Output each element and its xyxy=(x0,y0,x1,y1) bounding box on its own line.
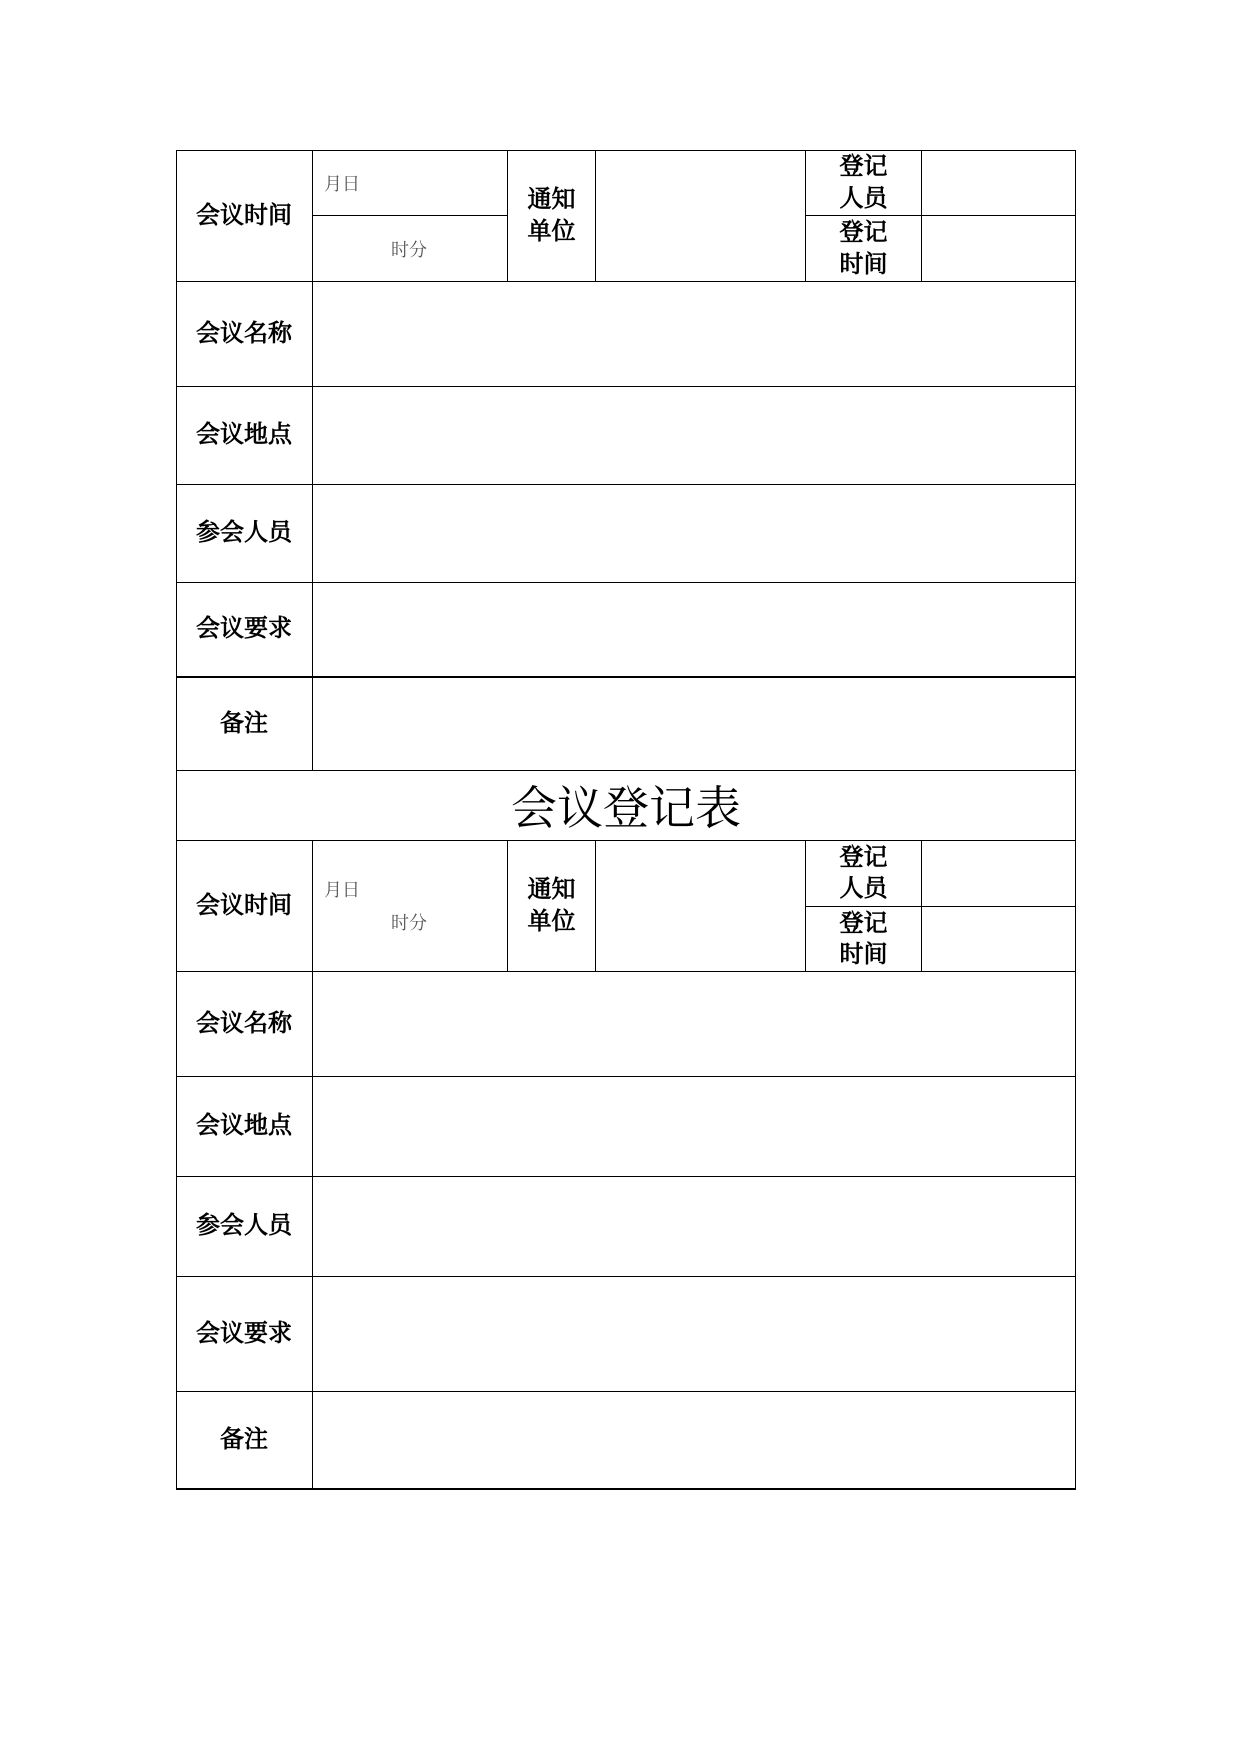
meeting-time-field[interactable] xyxy=(313,841,507,971)
remarks-label: 备注 xyxy=(220,709,268,738)
meeting-place-label: 会议地点 xyxy=(196,420,292,449)
register-time-label xyxy=(806,907,921,971)
month-day-placeholder: 月日 xyxy=(324,880,360,901)
hour-minute-placeholder: 时分 xyxy=(391,240,427,261)
requirements-label: 会议要求 xyxy=(196,1318,292,1347)
meeting-time-label: 会议时间 xyxy=(196,890,292,919)
registrar-label-line2: 人员 xyxy=(839,874,888,902)
register-time-label-line1: 登记 xyxy=(839,218,888,247)
register-time-field[interactable] xyxy=(922,907,1075,971)
meeting-name-label: 会议名称 xyxy=(196,1008,292,1037)
register-time-label-line2: 时间 xyxy=(839,940,888,968)
month-day-placeholder: 月日 xyxy=(324,174,360,195)
meeting-place-field[interactable] xyxy=(313,387,1075,484)
requirements-field[interactable] xyxy=(313,583,1075,676)
notify-unit-label xyxy=(508,840,595,971)
remarks-label: 备注 xyxy=(220,1424,268,1453)
registrar-label xyxy=(806,840,921,906)
notify-unit-label-line1: 通知 xyxy=(527,185,576,214)
register-time-field[interactable] xyxy=(922,216,1075,281)
meeting-place-label: 会议地点 xyxy=(196,1111,292,1140)
attendees-field[interactable] xyxy=(313,485,1075,582)
notify-unit-field[interactable] xyxy=(596,841,805,971)
requirements-label: 会议要求 xyxy=(196,614,292,643)
requirements-field[interactable] xyxy=(313,1277,1075,1391)
notify-unit-label-line2: 单位 xyxy=(527,906,576,935)
meeting-time-label: 会议时间 xyxy=(196,200,292,229)
notify-unit-label xyxy=(508,150,595,281)
registrar-field[interactable] xyxy=(922,150,1075,215)
registrar-label-line1: 登记 xyxy=(839,152,888,181)
register-time-label-line2: 时间 xyxy=(839,249,888,278)
meeting-name-field[interactable] xyxy=(313,282,1075,386)
registrar-label-line1: 登记 xyxy=(839,842,888,871)
meeting-time-field[interactable] xyxy=(313,150,507,281)
meeting-name-field[interactable] xyxy=(313,972,1075,1076)
register-time-label-line1: 登记 xyxy=(839,908,888,937)
attendees-label: 参会人员 xyxy=(196,518,292,547)
meeting-name-label: 会议名称 xyxy=(196,318,292,347)
remarks-field[interactable] xyxy=(313,1392,1075,1488)
notify-unit-label-line1: 通知 xyxy=(527,875,576,904)
attendees-field[interactable] xyxy=(313,1177,1075,1276)
registrar-field[interactable] xyxy=(922,841,1075,906)
hour-minute-placeholder: 时分 xyxy=(391,913,427,934)
registrar-label-line2: 人员 xyxy=(839,183,888,212)
border-bottom xyxy=(176,1488,1076,1490)
attendees-label: 参会人员 xyxy=(196,1211,292,1240)
registrar-label xyxy=(806,150,921,215)
remarks-field[interactable] xyxy=(313,678,1075,770)
notify-unit-label-line2: 单位 xyxy=(527,216,576,245)
meeting-place-field[interactable] xyxy=(313,1077,1075,1176)
notify-unit-field[interactable] xyxy=(596,150,805,281)
form-title: 会议登记表 xyxy=(511,781,741,835)
register-time-label xyxy=(806,216,921,281)
